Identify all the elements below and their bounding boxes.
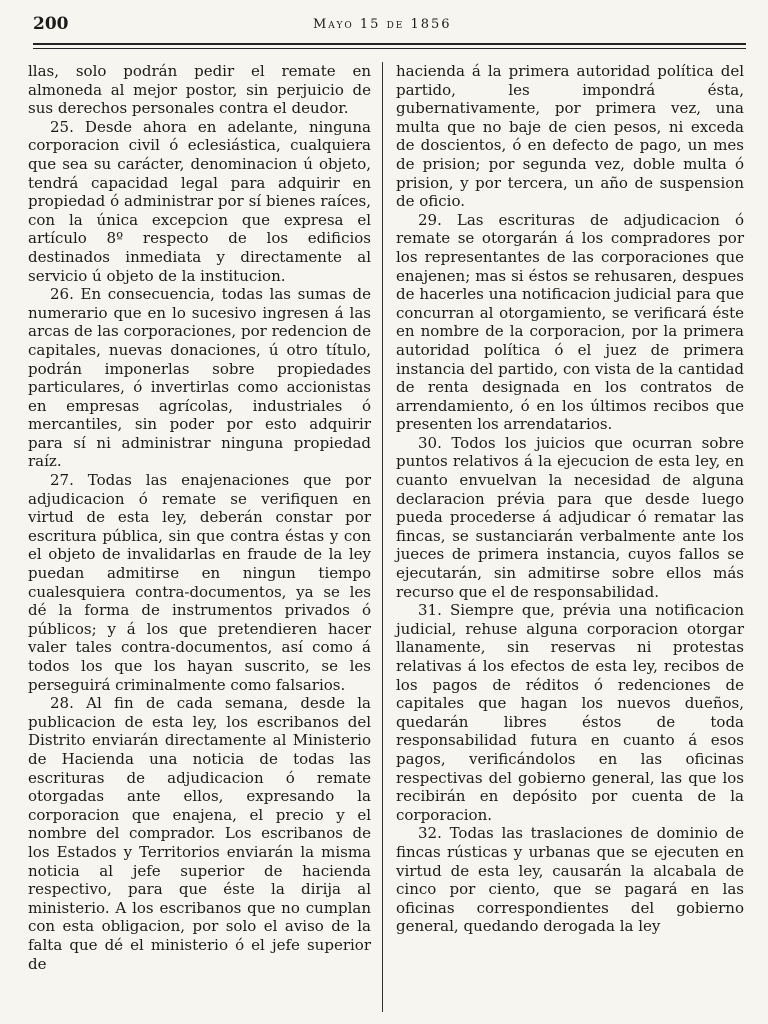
- page-number: 200: [33, 14, 69, 34]
- column-divider: [382, 62, 383, 1012]
- article-27: 27. Todas las enajenaciones que por adjudicacion ó remate se verifiquen en virtud de esta ley, deberán constar por escritura pública, sin que contra éstas y con el objeto de invalidarlas en fraude de la ley puedan admitirse en ningun tiempo cualesquiera contra-documentos, ya se les dé la forma de instrumentos privados ó públicos; y á los que pretendieren hacer valer tales contra-documentos, así como á todos los que los hayan suscrito, se les perseguirá criminalmente como falsarios.: [28, 471, 371, 694]
- article-28: 28. Al fin de cada semana, desde la publicacion de esta ley, los escribanos del Distrito enviarán directamente al Ministerio de Hacienda una noticia de todas las escrituras de adjudicacion ó remate otorgadas ante ellos, expresando la corporacion que enajena, el precio y el nombre del comprador. Los escribanos de los Estados y Territorios enviarán la misma noticia al jefe superior de hacienda respectivo, para que éste la dirija al ministerio. A los escribanos que no cumplan con esta obligacion, por solo el aviso de la falta que dé el ministerio ó el jefe superior de: [28, 694, 371, 973]
- article-29: 29. Las escrituras de adjudicacion ó remate se otorgarán á los compradores por los representantes de las corporaciones que enajenen; mas si éstos se rehusaren, despues de hacerles una notificacion judicial para que concurran al otorgamiento, se verificará éste en nombre de la corporacion, por la primera autoridad política ó el juez de primera instancia del partido, con vista de la cantidad de renta designada en los contratos de arrendamiento, ó en los últimos recibos que presenten los arrendatarios.: [396, 210, 744, 434]
- article-25: 25. Desde ahora en adelante, ninguna corporacion civil ó eclesiástica, cualquiera que sea su carácter, denominacion ú objeto, tendrá capacidad legal para adquirir en propiedad ó administrar por sí bienes raíces, con la única excepcion que expresa el artículo 8º respecto de los edificios destinados inmediata y directamente al servicio ú objeto de la institucion.: [28, 117, 371, 285]
- right-column: [396, 62, 744, 1012]
- continued-paragraph: llas, solo podrán pedir el remate en almoneda al mejor postor, sin perjuicio de sus derechos personales contra el deudor.: [28, 62, 371, 118]
- header-rule: [33, 43, 746, 49]
- article-30: 30. Todos los juicios que ocurran sobre puntos relativos á la ejecucion de esta ley, en cuanto envuelvan la necesidad de alguna declaracion prévia para que desde luego pueda procederse á adjudicar ó rematar las fincas, se sustanciarán verbalmente ante los jueces de primera instancia, cuyos fallos se ejecutarán, sin admitirse sobre ellos más recurso que el de responsabilidad.: [396, 433, 744, 601]
- article-32: 32. Todas las traslaciones de dominio de fincas rústicas y urbanas que se ejecuten en virtud de esta ley, causarán la alcabala de cinco por ciento, que se pagará en las oficinas correspondientes del gobierno general, quedando derogada la ley: [396, 824, 744, 936]
- article-31: 31. Siempre que, prévia una notificacion judicial, rehuse alguna corporacion otorgar llanamente, sin reservas ni protestas relativas á los efectos de esta ley, recibos de los pagos de réditos ó redenciones de capitales que hagan los nuevos dueños, quedarán libres éstos de toda responsabilidad futura en cuanto á esos pagos, verificándolos en las oficinas respectivas del gobierno general, las que los recibirán en depósito por cuenta de la corporacion.: [396, 601, 744, 824]
- running-head: Mayo 15 de 1856: [313, 17, 452, 32]
- page-header: [33, 12, 746, 38]
- left-column: [28, 62, 371, 1012]
- continued-paragraph: hacienda á la primera autoridad política del partido, les impondrá ésta, gubernativamente, por primera vez, una multa que no baje de cien pesos, ni exceda de doscientos, ó en defecto de pago, un mes de prision; por segunda vez, doble multa ó prision, y por tercera, un año de suspension de oficio.: [396, 62, 744, 211]
- article-26: 26. En consecuencia, todas las sumas de numerario que en lo sucesivo ingresen á las arcas de las corporaciones, por redencion de capitales, nuevas donaciones, ú otro título, podrán imponerlas sobre propiedades particulares, ó invertirlas como accionistas en empresas agrícolas, industriales ó mercantiles, sin poder por esto adquirir para sí ni administrar ninguna propiedad raíz.: [28, 285, 371, 471]
